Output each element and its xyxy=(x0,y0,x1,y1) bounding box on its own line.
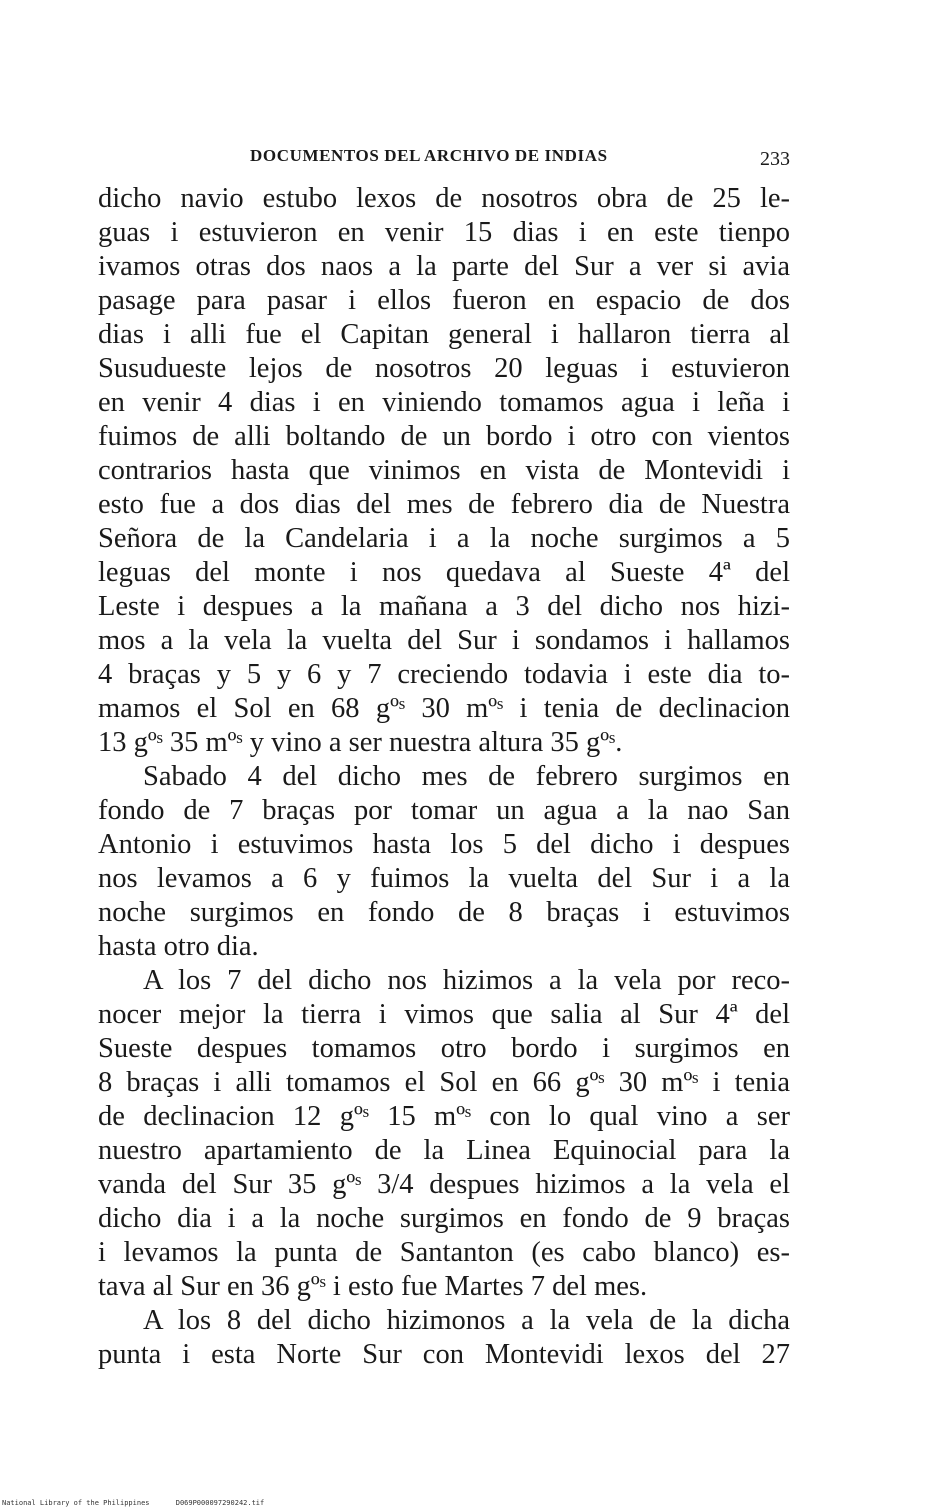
text-line: Sabado 4 del dicho mes de febrero surgimos en xyxy=(143,761,790,792)
text-line: fondo de 7 braças por tomar un agua a la nao San xyxy=(98,795,790,826)
text-line: vanda del Sur 35 gºˢ 3/4 despues hizimos a la vela el xyxy=(98,1169,790,1200)
text-line: Leste i despues a la mañana a 3 del dicho nos hizi- xyxy=(98,591,790,622)
text-line: en venir 4 dias i en viniendo tomamos agua i leña i xyxy=(98,387,790,418)
scan-footer xyxy=(2,1499,286,1507)
text-line: nos levamos a 6 y fuimos la vuelta del Sur i a la xyxy=(98,863,790,894)
text-line: 4 braças y 5 y 6 y 7 creciendo todavia i este dia to- xyxy=(98,659,790,690)
text-line: hasta otro dia. xyxy=(98,931,259,962)
text-line: dias i alli fue el Capitan general i hallaron tierra al xyxy=(98,319,790,350)
paragraph-4 xyxy=(98,1304,790,1372)
running-head: DOCUMENTOS DEL ARCHIVO DE INDIAS xyxy=(250,146,608,165)
text-line: 8 braças i alli tomamos el Sol en 66 gºˢ 30 mºˢ i tenia xyxy=(98,1067,790,1098)
paragraph-2 xyxy=(98,760,790,964)
body-text xyxy=(98,182,790,1372)
text-line: punta i esta Norte Sur con Montevidi lexos del 27 xyxy=(98,1339,790,1370)
text-line: dicho navio estubo lexos de nosotros obra de 25 le- xyxy=(98,183,790,214)
text-line: tava al Sur en 36 gºˢ i esto fue Martes 7 del mes. xyxy=(98,1271,648,1302)
text-line: pasage para pasar i ellos fueron en espacio de dos xyxy=(98,285,790,316)
page-header xyxy=(250,146,790,172)
text-line: contrarios hasta que vinimos en vista de Montevidi i xyxy=(98,455,790,486)
text-line: esto fue a dos dias del mes de febrero dia de Nuestra xyxy=(98,489,790,520)
text-line: nocer mejor la tierra i vimos que salia al Sur 4ª del xyxy=(98,999,790,1030)
text-line: noche surgimos en fondo de 8 braças i estuvimos xyxy=(98,897,790,928)
text-line: dicho dia i a la noche surgimos en fondo de 9 braças xyxy=(98,1203,790,1234)
text-line: Antonio i estuvimos hasta los 5 del dicho i despues xyxy=(98,829,790,860)
text-line: de declinacion 12 gºˢ 15 mºˢ con lo qual vino a ser xyxy=(98,1101,790,1132)
text-line: nuestro apartamiento de la Linea Equinocial para la xyxy=(98,1135,790,1166)
text-line: Señora de la Candelaria i a la noche surgimos a 5 xyxy=(98,523,790,554)
text-line: fuimos de alli boltando de un bordo i otro con vientos xyxy=(98,421,790,452)
text-line: ivamos otras dos naos a la parte del Sur a ver si avia xyxy=(98,251,790,282)
text-line: mos a la vela la vuelta del Sur i sondamos i hallamos xyxy=(98,625,790,656)
text-line: leguas del monte i nos quedava al Sueste 4ª del xyxy=(98,557,790,588)
text-line: i levamos la punta de Santanton (es cabo blanco) es- xyxy=(98,1237,790,1268)
text-line: A los 8 del dicho hizimonos a la vela de la dicha xyxy=(143,1305,790,1336)
text-line: guas i estuvieron en venir 15 dias i en este tienpo xyxy=(98,217,790,248)
footer-file-id: D069P000097290242.tif xyxy=(175,1499,265,1507)
text-line: 13 gºˢ 35 mºˢ y vino a ser nuestra altura 35 gºˢ. xyxy=(98,727,623,758)
paragraph-1 xyxy=(98,182,790,760)
footer-library: National Library of the Philippines xyxy=(2,1499,150,1507)
text-line: mamos el Sol en 68 gºˢ 30 mºˢ i tenia de declinacion xyxy=(98,693,790,724)
text-line: Sueste despues tomamos otro bordo i surgimos en xyxy=(98,1033,790,1064)
page-number: 233 xyxy=(760,148,790,170)
text-line: Susudueste lejos de nosotros 20 leguas i estuvieron xyxy=(98,353,790,384)
paragraph-3 xyxy=(98,964,790,1304)
text-line: A los 7 del dicho nos hizimos a la vela por reco- xyxy=(143,965,790,996)
